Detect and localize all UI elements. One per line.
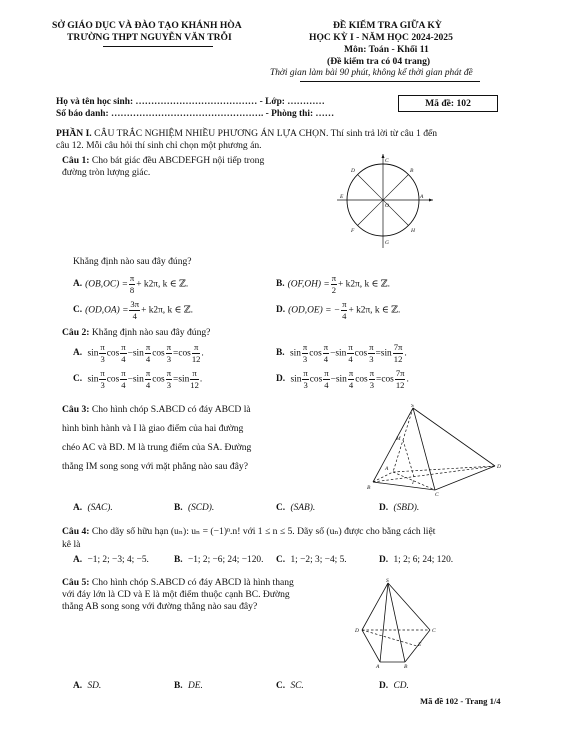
octagon-label-o: O xyxy=(385,203,389,209)
octagon-label-g: G xyxy=(385,240,389,246)
q3-stem-3: chéo AC và BD. M là trung điểm của SA. Đường xyxy=(62,442,252,453)
page-footer: Mã đề 102 - Trang 1/4 xyxy=(420,696,501,706)
q1-c-label: C. xyxy=(73,305,83,316)
q5-fig-s: S xyxy=(386,578,389,584)
q3-stem-4: thẳng IM song song với mặt phẳng nào sau đây? xyxy=(62,461,248,472)
q5-stem-1 xyxy=(62,577,294,588)
q5-fig-c: C xyxy=(432,628,436,634)
part1-instruction-1 xyxy=(56,128,437,139)
q4-text-1: Cho dãy số hữu hạn (uₙ): uₙ = (−1)ⁿ.n! với 1 ≤ n ≤ 5. Dãy số (uₙ) được cho bằng cách liệt xyxy=(89,526,436,537)
q4-label: Câu 4: xyxy=(62,526,90,537)
q1-c-frac: $\frac{3\pi}{4}$ xyxy=(130,299,140,321)
q1-d-rhs: + k2π, k ∈ ℤ. xyxy=(348,305,401,316)
q3-fig-a: A xyxy=(385,466,389,472)
q3-fig-b: B xyxy=(367,485,371,491)
exam-time: Thời gian làm bài 90 phút, không kể thời gian phát đề xyxy=(270,68,473,78)
q1-a-label: A. xyxy=(73,279,83,290)
q3-fig-m: M xyxy=(396,436,401,442)
dept-name: SỞ GIÁO DỤC VÀ ĐÀO TẠO KHÁNH HÒA xyxy=(52,20,242,31)
octagon-label-d: D xyxy=(351,168,355,174)
q1-b-label: B. xyxy=(276,279,285,290)
part1-text-1: CÂU TRẮC NGHIỆM NHIỀU PHƯƠNG ÁN LỰA CHỌN. Thí sinh trả lời từ câu 1 đến xyxy=(91,128,438,139)
q3-stem-1 xyxy=(62,404,251,415)
q3-label: Câu 3: xyxy=(62,404,90,415)
q2-option-b[interactable]: B. sin $\frac{\pi}{3}$ cos $\frac{\pi}{4}$ −sin $\frac{\pi}{4}$ cos $\frac{\pi}{3}$ =sin $\frac{7\pi}{12}$ . xyxy=(276,342,407,364)
q5-option-d[interactable]: D. CD. xyxy=(379,681,409,691)
q2-option-a[interactable]: A. sin $\frac{\pi}{3}$ cos $\frac{\pi}{4}$ −sin $\frac{\pi}{4}$ cos $\frac{\pi}{3}$ =cos $\frac{\pi}{12}$ . xyxy=(73,342,204,364)
q1-a-lhs: (OB,OC) = xyxy=(85,279,128,290)
octagon-label-c: C xyxy=(385,158,389,164)
exam-pages: (Đề kiểm tra có 04 trang) xyxy=(327,56,431,67)
q5-stem-3: thẳng AB song song với đường thẳng nào sau đây? xyxy=(62,601,258,612)
q1-b-rhs: + k2π, k ∈ ℤ. xyxy=(338,279,390,290)
pyramid-q5-figure xyxy=(350,578,450,668)
octagon-label-b: B xyxy=(410,168,414,174)
part1-title: PHẦN I. xyxy=(56,128,92,139)
q1-d-frac: $\frac{\pi}{4}$ xyxy=(342,299,347,321)
q1-option-c[interactable] xyxy=(73,300,193,320)
q1-a-frac: $\frac{\pi}{8}$ xyxy=(129,273,135,295)
q1-option-b[interactable] xyxy=(276,274,390,294)
q3-stem-2: hình bình hành và I là giao điểm của hai đường xyxy=(62,423,244,434)
q1-question: Khẳng định nào sau đây đúng? xyxy=(73,256,192,267)
q4-option-b[interactable]: B. −1; 2; −6; 24; −120. xyxy=(174,555,264,565)
q5-option-b[interactable]: B. DE. xyxy=(174,681,203,691)
q4-stem-2: kê là xyxy=(62,539,81,550)
q4-option-c[interactable]: C. 1; −2; 3; −4; 5. xyxy=(276,555,347,565)
exam-title: ĐỀ KIỂM TRA GIỮA KỲ xyxy=(333,20,442,31)
q5-text-1: Cho hình chóp S.ABCD có đáy ABCD là hình thang xyxy=(89,577,294,588)
pyramid-q3-figure xyxy=(365,404,505,496)
q3-option-b[interactable]: B. (SCD). xyxy=(174,503,215,513)
q3-text-1: Cho hình chóp S.ABCD có đáy ABCD là xyxy=(89,404,251,415)
header-underline-right xyxy=(300,81,480,82)
q3-option-d[interactable]: D. (SBD). xyxy=(379,503,420,513)
q1-text-1: Cho bát giác đều ABCDEFGH nội tiếp trong xyxy=(89,155,265,166)
q5-fig-a: A xyxy=(376,664,380,668)
q1-option-a[interactable] xyxy=(73,274,188,294)
q5-fig-b: B xyxy=(404,664,408,668)
q2-stem xyxy=(62,327,210,338)
octagon-label-h: H xyxy=(411,228,415,234)
q2-label: Câu 2: xyxy=(62,327,90,338)
q5-label: Câu 5: xyxy=(62,577,90,588)
q5-option-a[interactable]: A. SD. xyxy=(73,681,102,691)
header-underline-left xyxy=(103,46,213,47)
q3-fig-s: S xyxy=(411,404,414,409)
q1-b-lhs: (OF,OH) = xyxy=(287,279,330,290)
q5-fig-e: E xyxy=(418,642,422,648)
q1-label: Câu 1: xyxy=(62,155,90,166)
q2-text: Khẳng định nào sau đây đúng? xyxy=(89,327,211,338)
q3-fig-d: D xyxy=(497,464,501,470)
q5-stem-2: với đáy lớn là CD và E là một điểm thuộc cạnh BC. Đường xyxy=(62,589,290,600)
q1-c-rhs: + k2π, k ∈ ℤ. xyxy=(141,305,193,316)
exam-subject: Môn: Toán - Khối 11 xyxy=(344,44,429,55)
part1-instruction-2: câu 12. Mỗi câu hỏi thí sinh chỉ chọn một phương án. xyxy=(56,140,262,151)
octagon-label-f: F xyxy=(351,228,355,234)
q1-d-lhs: (OD,OE) = − xyxy=(288,305,341,316)
q4-option-a[interactable]: A. −1; 2; −3; 4; −5. xyxy=(73,555,149,565)
q2-option-d[interactable]: D. sin $\frac{\pi}{3}$ cos $\frac{\pi}{4}$ −sin $\frac{\pi}{4}$ cos $\frac{\pi}{3}$ =cos $\frac{7\pi}{12}$ . xyxy=(276,368,409,390)
q1-d-label: D. xyxy=(276,305,286,316)
q1-b-frac: $\frac{\pi}{2}$ xyxy=(331,273,337,295)
student-name-line[interactable]: Họ và tên học sinh: ………………………………… - Lớp: ………… xyxy=(56,97,325,107)
q2-option-c[interactable]: C. sin $\frac{\pi}{3}$ cos $\frac{\pi}{4}$ −sin $\frac{\pi}{4}$ cos $\frac{\pi}{3}$ =sin $\frac{\pi}{12}$ . xyxy=(73,368,203,390)
q1-stem-1 xyxy=(62,155,264,166)
q4-stem-1 xyxy=(62,526,435,537)
q1-c-lhs: (OD,OA) = xyxy=(85,305,129,316)
q1-stem-2: đường tròn lượng giác. xyxy=(62,167,151,178)
q3-option-a[interactable]: A. (SAC). xyxy=(73,503,113,513)
q5-fig-d: D xyxy=(355,628,359,634)
octagon-label-a: A xyxy=(420,194,424,200)
q3-option-c[interactable]: C. (SAB). xyxy=(276,503,316,513)
q1-option-d[interactable] xyxy=(276,300,400,320)
student-id-line[interactable]: Số báo danh: …………………………………………. - Phòng thi: …… xyxy=(56,109,335,119)
q3-fig-c: C xyxy=(435,492,439,496)
q4-option-d[interactable]: D. 1; 2; 6; 24; 120. xyxy=(379,555,454,565)
q3-fig-i: I xyxy=(412,480,414,486)
exam-code-box xyxy=(398,95,498,112)
q5-option-c[interactable]: C. SC. xyxy=(276,681,304,691)
exam-code: Mã đề: 102 xyxy=(425,98,471,109)
exam-semester: HỌC KỲ I - NĂM HỌC 2024-2025 xyxy=(309,32,453,43)
octagon-label-e: E xyxy=(340,194,344,200)
q1-a-rhs: + k2π, k ∈ ℤ. xyxy=(136,279,189,290)
school-name: TRƯỜNG THPT NGUYỄN VĂN TRỖI xyxy=(67,32,232,43)
octagon-figure xyxy=(335,152,435,252)
